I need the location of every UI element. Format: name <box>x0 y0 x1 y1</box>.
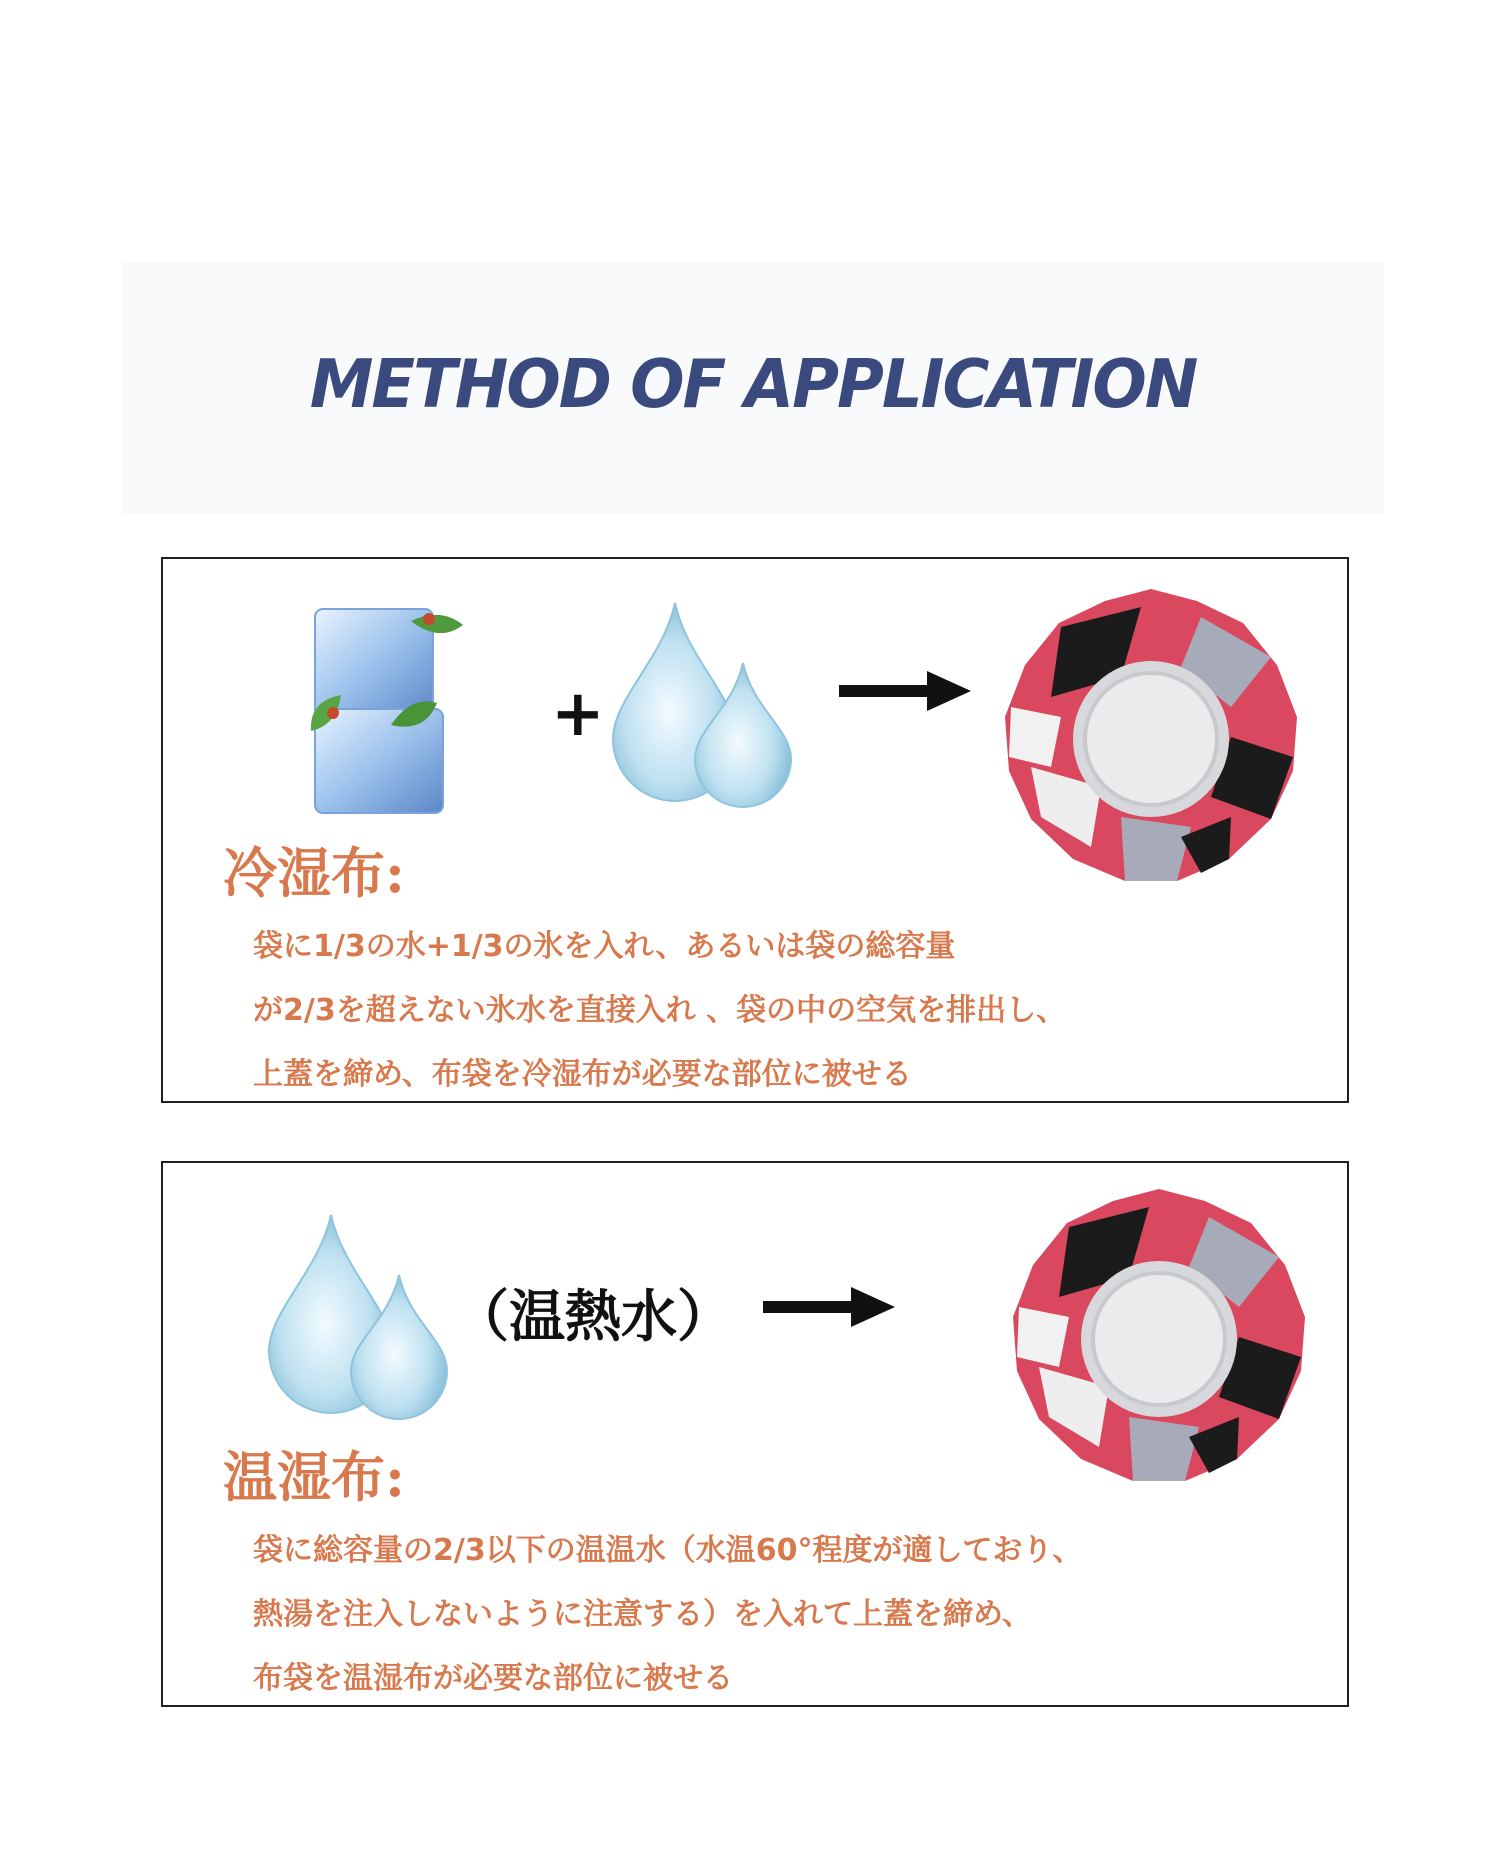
warm-line-2: 熱湯を注入しないように注意する）を入れて上蓋を締め、 <box>253 1597 1032 1632</box>
warm-heading: 温湿布: <box>223 1445 405 1509</box>
ice-bag-icon <box>1001 587 1301 887</box>
cold-instructions <box>253 915 1293 1103</box>
panel-warm-compress <box>161 1161 1349 1707</box>
panel-cold-compress <box>161 557 1349 1103</box>
warm-line-1: 袋に総容量の2/3以下の温温水（水温60°程度が適しており、 <box>253 1533 1083 1568</box>
cold-heading: 冷湿布: <box>223 841 405 905</box>
cold-line-1: 袋に1/3の水+1/3の氷を入れ、あるいは袋の総容量 <box>253 929 956 964</box>
title-band <box>122 262 1384 514</box>
page-title: METHOD OF APPLICATION <box>309 346 1197 424</box>
plus-sign: + <box>551 677 605 751</box>
water-drops-icon <box>259 1211 459 1431</box>
warm-line-3: 布袋を温湿布が必要な部位に被せる <box>253 1661 733 1696</box>
cold-line-2: が2/3を超えない氷水を直接入れ 、袋の中の空気を排出し、 <box>253 993 1067 1028</box>
cold-line-3: 上蓋を締め、布袋を冷湿布が必要な部位に被せる <box>253 1057 912 1092</box>
warm-instructions <box>253 1519 1293 1707</box>
ice-bag-icon <box>1009 1187 1309 1487</box>
water-drops-icon <box>603 599 803 819</box>
arrow-right-icon <box>763 1287 895 1327</box>
warm-water-label: （温熱水） <box>453 1285 733 1350</box>
ice-cubes-icon <box>301 601 471 821</box>
arrow-right-icon <box>839 671 971 711</box>
